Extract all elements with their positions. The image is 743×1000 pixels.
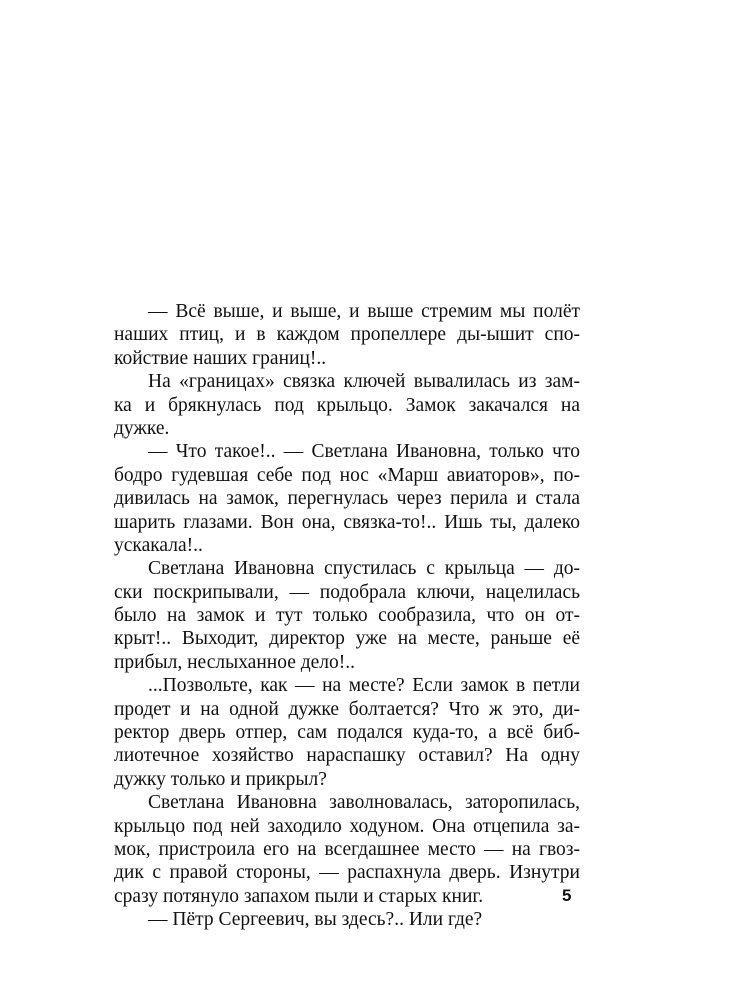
text-line: дужке. bbox=[114, 417, 170, 439]
text-line: — Пётр Сергеевич, вы здесь?.. Или где? bbox=[148, 909, 483, 931]
text-line: лиотечное хозяйство нараспашку оставил? На одну bbox=[114, 745, 580, 767]
text-line: крыльцо под ней заходило ходуном. Она отцепила за- bbox=[114, 815, 580, 837]
text-line: прибыл, неслыханное дело!.. bbox=[114, 651, 356, 673]
body-text bbox=[114, 300, 580, 932]
text-line: крыт!.. Выходит, директор уже на месте, раньше её bbox=[114, 628, 580, 650]
text-line: На «границах» связка ключей вывалилась из зам- bbox=[148, 371, 580, 393]
text-line: мок, пристроила его на всегдашнее место — на гвоз- bbox=[114, 838, 580, 860]
text-line: — Всё выше, и выше, и выше стремим мы полёт bbox=[148, 301, 580, 322]
text-line: ски поскрипывали, — подобрала ключи, нацелилась bbox=[114, 581, 580, 603]
text-line: наших птиц, и в каждом пропеллере ды-ышит спо- bbox=[114, 324, 580, 346]
text-line: ускакала!.. bbox=[114, 534, 203, 556]
text-line: ка и брякнулась под крыльцо. Замок закачался на bbox=[114, 394, 580, 416]
text-line: койствие наших границ!.. bbox=[114, 347, 327, 369]
text-line: шарить глазами. Вон она, связка-то!.. Ишь ты, далеко bbox=[114, 511, 580, 533]
text-line: Светлана Ивановна спустилась с крыльца — до- bbox=[148, 558, 580, 580]
text-line: бодро гудевшая себе под нос «Марш авиаторов», по- bbox=[114, 464, 580, 486]
page-number: 5 bbox=[562, 886, 572, 905]
text-line: ...Позвольте, как — на месте? Если замок в петли bbox=[148, 675, 580, 697]
text-line: дужку только и прикрыл? bbox=[114, 768, 327, 790]
text-line: Светлана Ивановна заволновалась, заторопилась, bbox=[148, 792, 580, 814]
text-line: — Что такое!.. — Светлана Ивановна, только что bbox=[148, 441, 580, 463]
text-line: ректор дверь отпер, сам подался куда-то, а всё биб- bbox=[114, 722, 580, 744]
text-line: продет и на одной дужке болтается? Что ж это, ди- bbox=[114, 698, 580, 720]
text-line: сразу потянуло запахом пыли и старых книг. bbox=[114, 885, 484, 907]
text-line: дивилась на замок, перегнулась через перила и стала bbox=[114, 488, 580, 510]
text-line: было на замок и тут только сообразила, что он от- bbox=[114, 605, 580, 627]
text-line: дик с правой стороны, — распахнула дверь. Изнутри bbox=[114, 862, 580, 884]
